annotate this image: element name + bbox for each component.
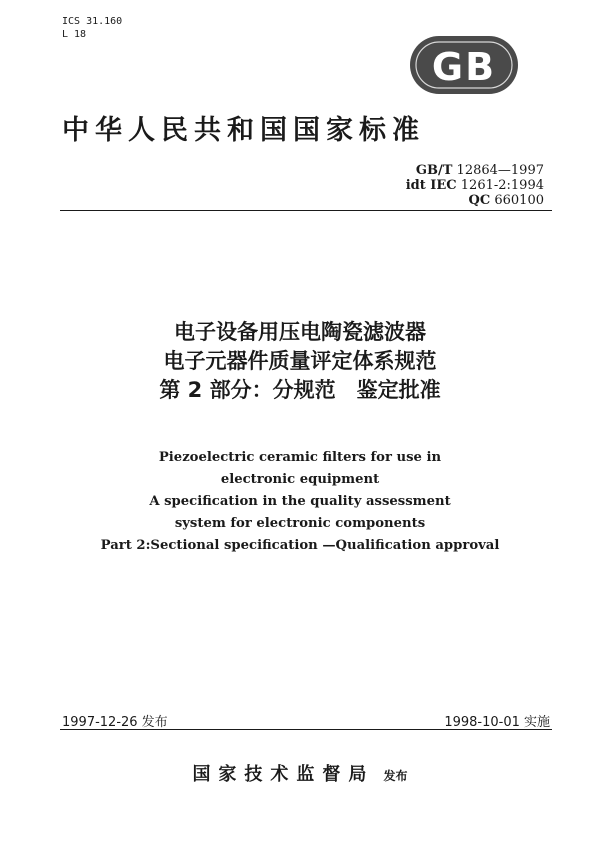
issue-date: 1997-12-26 发布: [62, 715, 168, 730]
english-title: [0, 447, 600, 557]
chinese-title-line-1: 电子设备用压电陶瓷滤波器: [174, 320, 426, 344]
qc-number-label: QC: [468, 193, 491, 208]
implementation-date: 1998-10-01 实施: [444, 715, 550, 730]
top-divider: [60, 210, 552, 211]
gb-number: [406, 163, 544, 178]
standard-numbers: [406, 163, 544, 208]
chinese-title-line-3: 第 2 部分：分规范 鉴定批准: [159, 378, 441, 402]
standard-title: 中华人民共和国国家标准: [62, 115, 425, 146]
gb-number-label: GB/T: [415, 163, 453, 178]
chinese-title-line-2: 电子元器件质量评定体系规范: [163, 349, 437, 373]
gb-logo-text: GB: [431, 45, 497, 89]
iec-number-value: 1261-2:1994: [460, 178, 544, 193]
publisher-name: 国家技术监督局: [192, 764, 375, 785]
gb-number-value: 12864—1997: [456, 163, 544, 178]
english-title-line-3: A specification in the quality assessment: [149, 494, 451, 509]
iec-number: [406, 178, 544, 193]
english-title-line-1: Piezoelectric ceramic filters for use in: [158, 450, 442, 465]
class-code: L 18: [62, 29, 87, 40]
english-title-line-4: system for electronic components: [174, 516, 426, 531]
publisher: [0, 760, 600, 786]
english-title-line-2: electronic equipment: [220, 472, 380, 487]
english-title-line-5: Part 2:Sectional specification —Qualification approval: [100, 538, 500, 553]
qc-number: [406, 193, 544, 208]
chinese-title: [0, 318, 600, 405]
iec-number-label: idt IEC: [405, 178, 457, 193]
qc-number-value: 660100: [494, 193, 544, 208]
publisher-suffix: 发布: [383, 769, 408, 783]
gb-logo: [408, 30, 520, 100]
ics-code: ICS 31.160: [62, 16, 123, 27]
bottom-divider: [60, 729, 552, 730]
classification-codes: [62, 15, 122, 41]
